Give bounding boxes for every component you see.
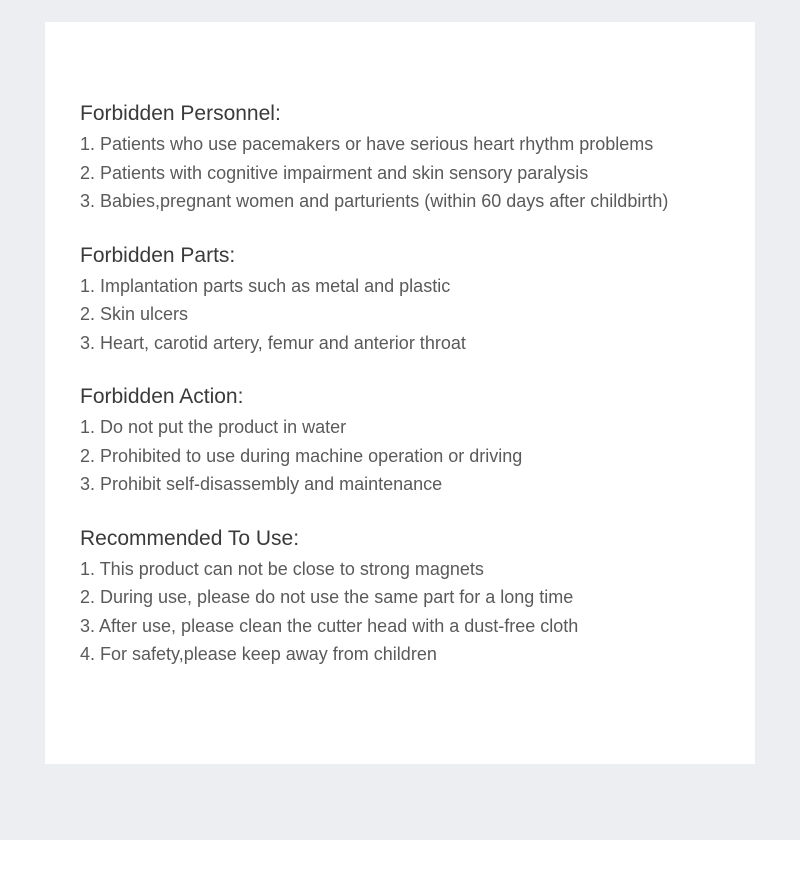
- instructions-content: [80, 100, 740, 695]
- list-item: 2. Skin ulcers: [80, 304, 189, 324]
- section-title: Recommended To Use:: [80, 526, 300, 550]
- list-item: 1. This product can not be close to strong magnets: [80, 558, 484, 579]
- section-forbidden-personnel: [80, 100, 740, 216]
- list-item: 1. Do not put the product in water: [80, 417, 347, 437]
- list-item: 3. Babies,pregnant women and parturients (within 60 days after childbirth): [80, 191, 669, 211]
- list-item: 3. Prohibit self-disassembly and maintenance: [80, 474, 443, 494]
- list-item: 3. After use, please clean the cutter head with a dust-free cloth: [80, 615, 579, 636]
- section-title: Forbidden Personnel:: [80, 102, 281, 125]
- list-item: 3. Heart, carotid artery, femur and anterior throat: [80, 332, 466, 353]
- section-title: Forbidden Parts:: [80, 243, 236, 267]
- list-item: 2. Patients with cognitive impairment and skin sensory paralysis: [80, 162, 589, 183]
- section-recommended-to-use: [80, 525, 740, 669]
- list-item: 1. Implantation parts such as metal and plastic: [80, 275, 451, 296]
- list-item: 1. Patients who use pacemakers or have serious heart rhythm problems: [80, 134, 654, 154]
- section-forbidden-action: [80, 383, 740, 499]
- list-item: 4. For safety,please keep away from children: [80, 644, 437, 664]
- section-title: Forbidden Action:: [80, 385, 244, 408]
- list-item: 2. During use, please do not use the same part for a long time: [80, 587, 574, 607]
- list-item: 2. Prohibited to use during machine operation or driving: [80, 445, 523, 466]
- instructions-card: [45, 22, 755, 764]
- section-forbidden-parts: [80, 242, 740, 358]
